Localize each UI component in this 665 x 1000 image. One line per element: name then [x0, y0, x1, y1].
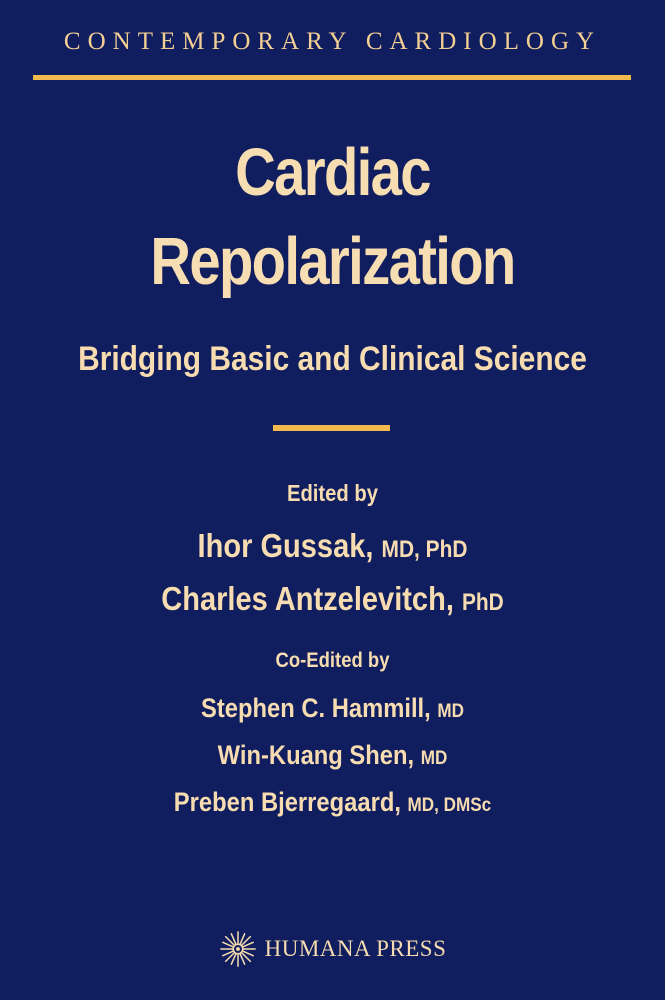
top-divider: [33, 75, 631, 80]
editor-name: Ihor Gussak,: [197, 527, 374, 564]
title-line-2: Repolarization: [150, 224, 515, 299]
title-line-1: Cardiac: [235, 135, 430, 210]
editor-2: [40, 580, 625, 618]
coeditor-credentials: MD: [420, 747, 448, 769]
middle-divider: [273, 425, 390, 431]
coeditor-credentials: MD: [437, 700, 464, 722]
subtitle: Bridging Basic and Clinical Science: [78, 340, 587, 378]
coeditor-3: [40, 787, 625, 818]
edited-by-label: Edited by: [286, 480, 379, 506]
editor-1: [40, 527, 625, 565]
editor-name: Charles Antzelevitch,: [161, 580, 454, 617]
editor-credentials: PhD: [461, 589, 504, 616]
series-title: CONTEMPORARY CARDIOLOGY: [63, 28, 602, 55]
coeditor-name: Win-Kuang Shen,: [217, 740, 415, 770]
coeditor-2: [40, 740, 625, 771]
publisher-imprint: [0, 930, 665, 968]
publisher-name: HUMANA PRESS: [264, 936, 447, 961]
coedited-by-label: Co-Edited by: [275, 649, 390, 672]
starburst-icon: [219, 930, 257, 968]
coeditor-1: [40, 693, 625, 724]
editor-credentials: MD, PhD: [381, 536, 468, 563]
coeditor-name: Stephen C. Hammill,: [201, 693, 431, 723]
coeditor-name: Preben Bjerregaard,: [173, 787, 401, 817]
coeditor-credentials: MD, DMSc: [407, 794, 492, 816]
